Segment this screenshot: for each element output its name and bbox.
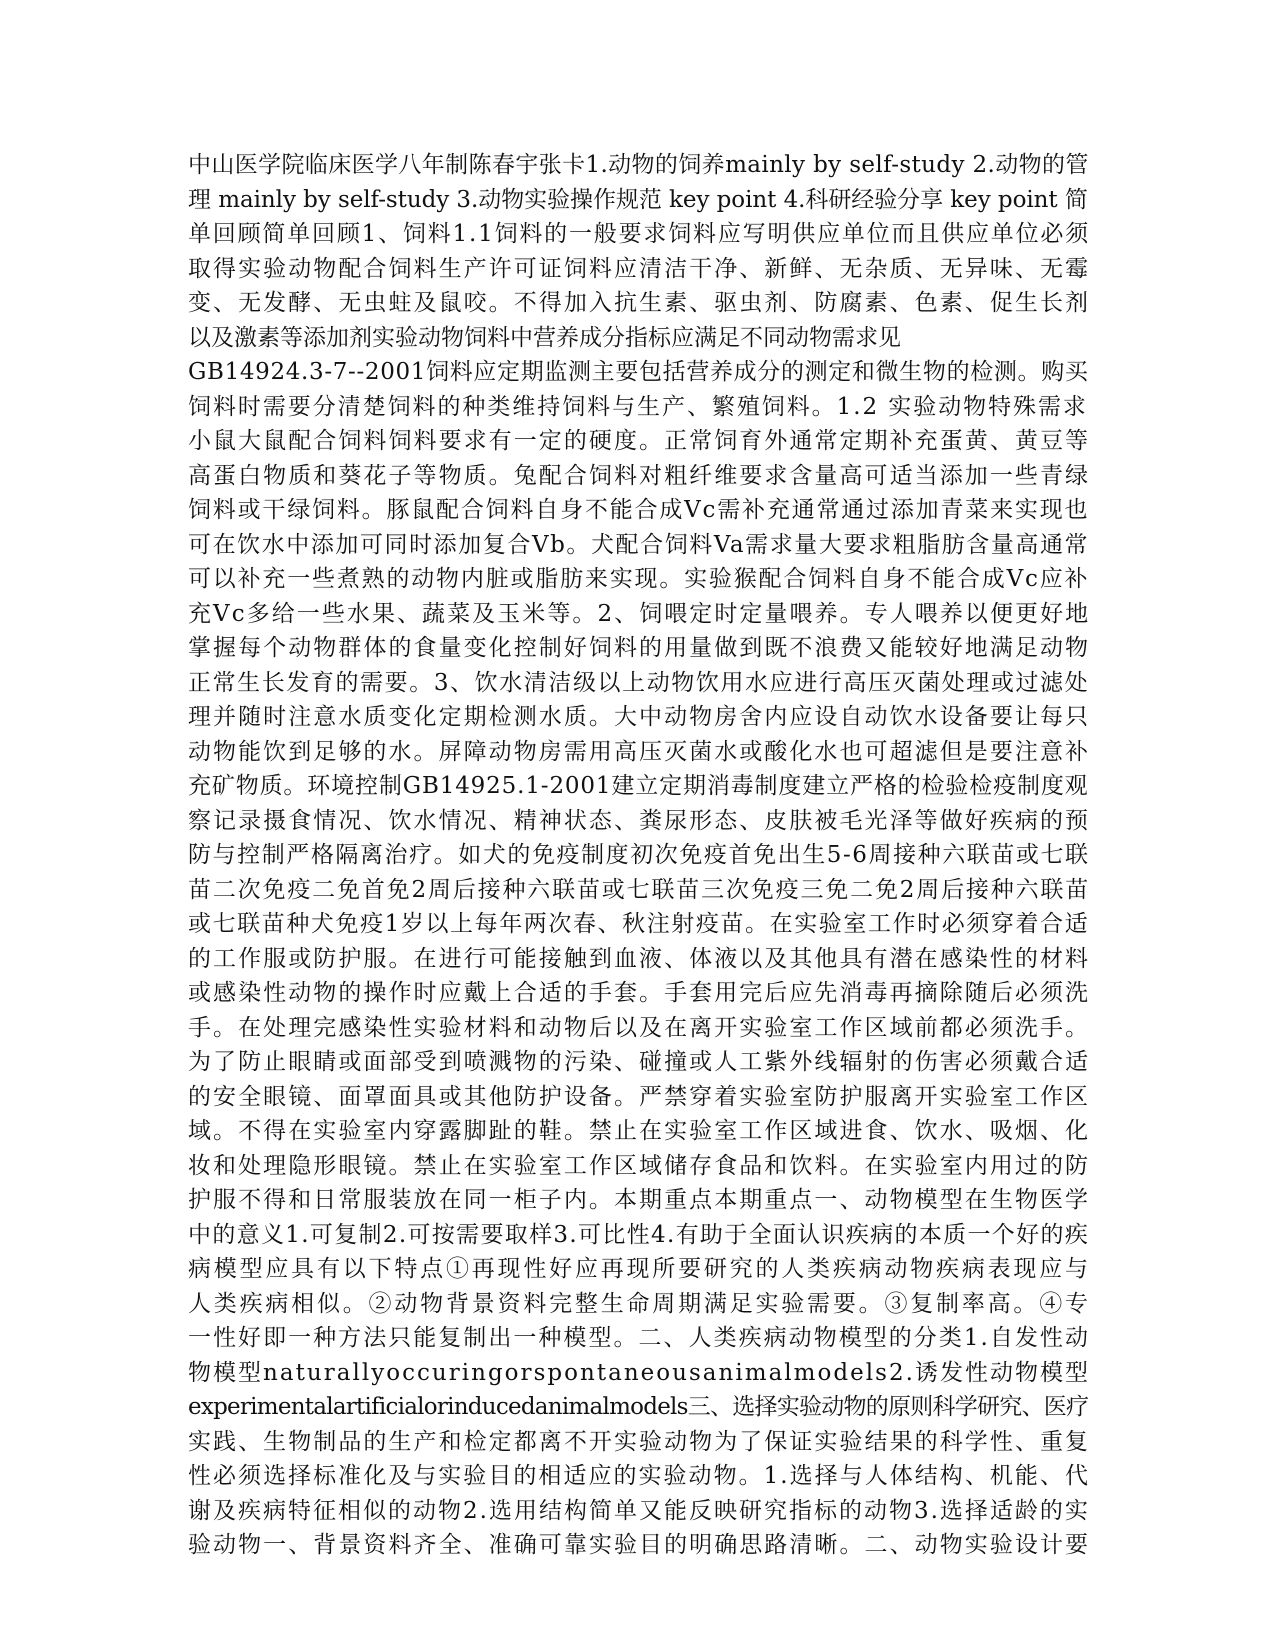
text-line: 性必须选择标准化及与实验目的相适应的实验动物。1.选择与人体结构、机能、代: [188, 1463, 1090, 1489]
text-line: 妆和处理隐形眼镜。禁止在实验室工作区域储存食品和饮料。在实验室内用过的防: [188, 1152, 1091, 1179]
text-line: 中山医学院临床医学八年制陈春宇张卡1.动物的饲养mainly by self-study 2.动物的管: [188, 152, 1089, 178]
text-line: 防与控制严格隔离治疗。如犬的免疫制度初次免疫首免出生5-6周接种六联苗或七联: [188, 842, 1090, 868]
text-line: 物模型naturallyoccuringorspontaneousanimalmodels2.诱发性动物模型: [188, 1359, 1091, 1386]
text-line: 饲料或干绿饲料。豚鼠配合饲料自身不能合成Vc需补充通常通过添加青菜来实现也: [188, 497, 1090, 523]
text-line: GB14924.3-7--2001饲料应定期监测主要包括营养成分的测定和微生物的检测。购买: [188, 359, 1089, 385]
text-line: 中的意义1.可复制2.可按需要取样3.可比性4.有助于全面认识疾病的本质一个好的疾: [188, 1221, 1090, 1248]
text-line: 可在饮水中添加可同时添加复合Vb。犬配合饲料Va需求量大要求粗脂肪含量高通常: [188, 531, 1090, 558]
text-line: 可以补充一些煮熟的动物内脏或脂肪来实现。实验猴配合饲料自身不能合成Vc应补: [188, 566, 1090, 592]
text-line: 充矿物质。环境控制GB14925.1-2001建立定期消毒制度建立严格的检验检疫制度观: [188, 773, 1089, 799]
text-line: 的工作服或防护服。在进行可能接触到血液、体液以及其他具有潜在感染性的材料: [188, 945, 1091, 972]
text-line: 理并随时注意水质变化定期检测水质。大中动物房舍内应设自动饮水设备要让每只: [188, 704, 1091, 730]
text-line: 域。不得在实验室内穿露脚趾的鞋。禁止在实验室工作区域进食、饮水、吸烟、化: [188, 1118, 1091, 1144]
text-line: 验动物一、背景资料齐全、准确可靠实验目的明确思路清晰。二、动物实验设计要: [188, 1532, 1091, 1558]
text-line: 苗二次免疫二免首免2周后接种六联苗或七联苗三次免疫三免二免2周后接种六联苗: [188, 876, 1091, 903]
text-line: 病模型应具有以下特点①再现性好应再现所要研究的人类疾病动物疾病表现应与: [188, 1256, 1091, 1282]
text-line: 护服不得和日常服装放在同一柜子内。本期重点本期重点一、动物模型在生物医学: [188, 1187, 1091, 1213]
text-line: 正常生长发育的需要。3、饮水清洁级以上动物饮用水应进行高压灭菌处理或过滤处: [188, 669, 1090, 696]
text-line: 单回顾简单回顾1、饲料1.1饲料的一般要求饲料应写明供应单位而且供应单位必须: [188, 221, 1091, 247]
text-line: 人类疾病相似。②动物背景资料完整生命周期满足实验需要。③复制率高。④专: [188, 1290, 1091, 1317]
text-line: 掌握每个动物群体的食量变化控制好饲料的用量做到既不浪费又能较好地满足动物: [188, 635, 1091, 661]
text-line: 为了防止眼睛或面部受到喷溅物的污染、碰撞或人工紫外线辐射的伤害必须戴合适: [188, 1049, 1091, 1075]
text-line: 或七联苗种犬免疫1岁以上每年两次春、秋注射疫苗。在实验室工作时必须穿着合适: [188, 911, 1090, 937]
text-line: 以及激素等添加剂实验动物饲料中营养成分指标应满足不同动物需求见: [188, 324, 901, 351]
text-line: 取得实验动物配合饲料生产许可证饲料应清洁干净、新鲜、无杂质、无异味、无霉: [188, 255, 1091, 282]
text-line: 变、无发酵、无虫蛀及鼠咬。不得加入抗生素、驱虫剂、防腐素、色素、促生长剂: [188, 290, 1091, 316]
text-line: 的安全眼镜、面罩面具或其他防护设备。严禁穿着实验室防护服离开实验室工作区: [188, 1083, 1091, 1110]
text-line: experimentalartificialorinducedanimalmodels三、选择实验动物的原则科学研究、医疗: [188, 1394, 1089, 1420]
text-line: 理 mainly by self-study 3.动物实验操作规范 key point 4.科研经验分享 key point 简: [188, 186, 1088, 213]
text-line: 察记录摄食情况、饮水情况、精神状态、粪尿形态、皮肤被毛光泽等做好疾病的预: [188, 807, 1091, 834]
text-line: 实践、生物制品的生产和检定都离不开实验动物为了保证实验结果的科学性、重复: [188, 1428, 1091, 1455]
text-line: 小鼠大鼠配合饲料饲料要求有一定的硬度。正常饲育外通常定期补充蛋黄、黄豆等: [188, 428, 1091, 454]
text-line: 高蛋白物质和葵花子等物质。兔配合饲料对粗纤维要求含量高可适当添加一些青绿: [188, 462, 1091, 489]
text-line: 一性好即一种方法只能复制出一种模型。二、人类疾病动物模型的分类1.自发性动: [188, 1325, 1090, 1351]
text-line: 饲料时需要分清楚饲料的种类维持饲料与生产、繁殖饲料。1.2 实验动物特殊需求: [188, 393, 1088, 420]
text-line: 手。在处理完感染性实验材料和动物后以及在离开实验室工作区域前都必须洗手。: [188, 1014, 1091, 1041]
text-line: 充Vc多给一些水果、蔬菜及玉米等。2、饲喂定时定量喂养。专人喂养以便更好地: [188, 600, 1091, 627]
text-line: 动物能饮到足够的水。屏障动物房需用高压灭菌水或酸化水也可超滤但是要注意补: [188, 738, 1091, 765]
text-line: 或感染性动物的操作时应戴上合适的手套。手套用完后应先消毒再摘除随后必须洗: [188, 980, 1091, 1006]
text-line: 谢及疾病特征相似的动物2.选用结构简单又能反映研究指标的动物3.选择适龄的实: [188, 1497, 1090, 1524]
body-text: [188, 148, 1091, 1563]
